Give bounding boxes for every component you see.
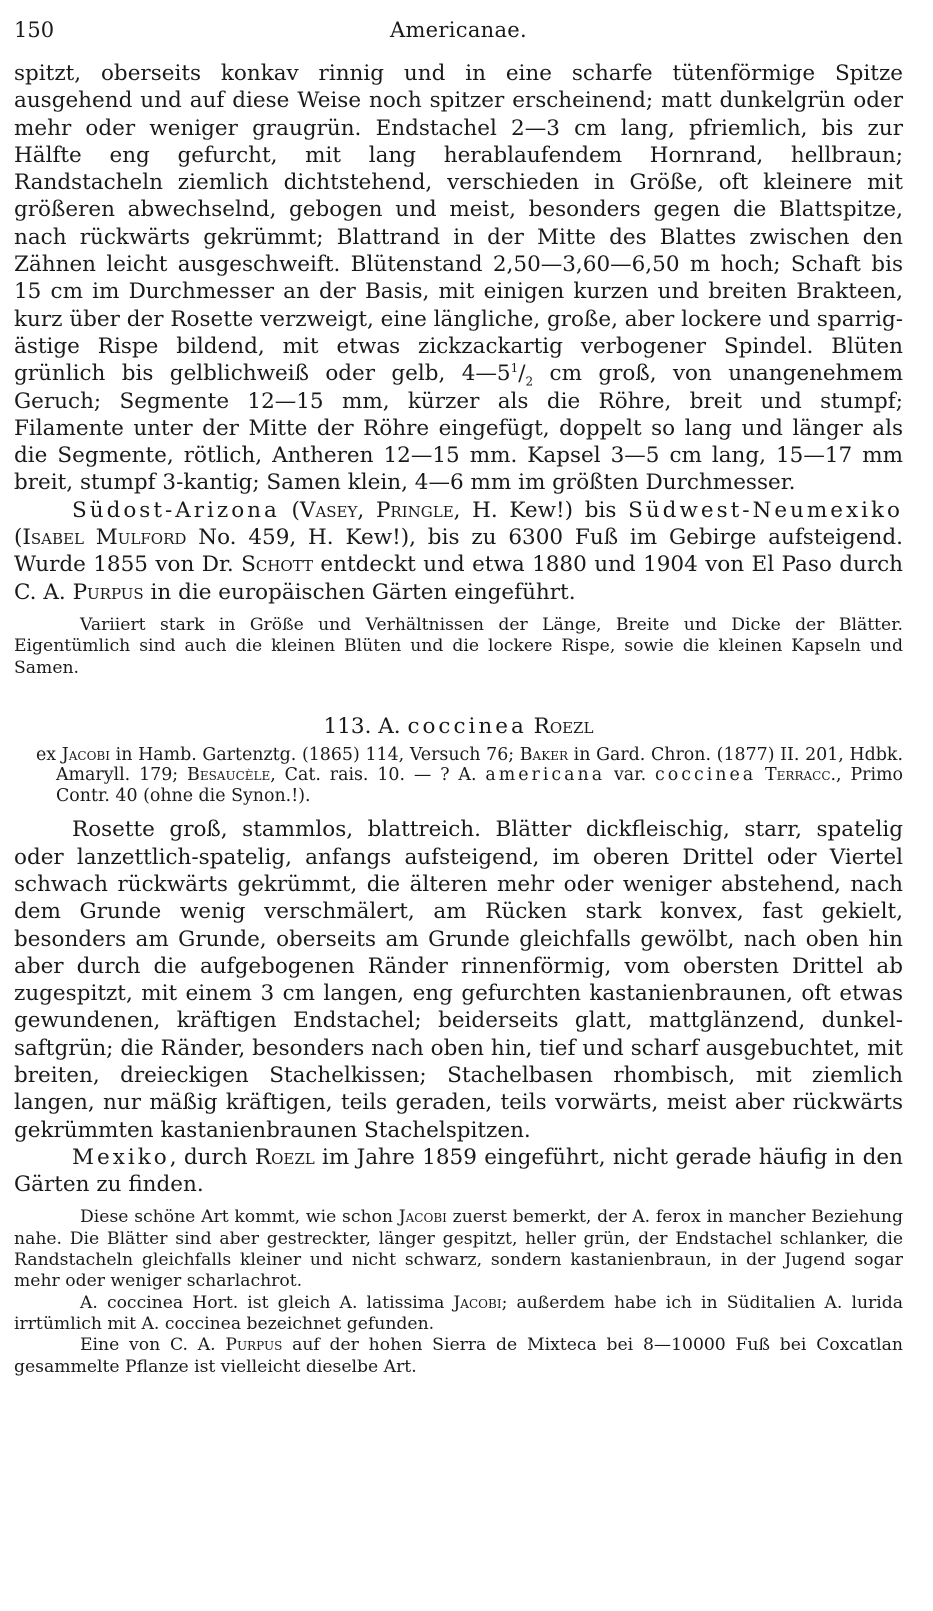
collector-name: Purpus <box>72 579 144 605</box>
purpus-note: Eine von C. A. Purpus auf der hohen Sierra de Mixteca bei 8—10000 Fuß bei Coxcatlan gesammelte Pflanze ist vielleicht dieselbe Art. <box>14 1335 903 1377</box>
collector-name: Schott <box>241 552 313 578</box>
species-author: Roezl <box>533 713 594 739</box>
distribution-paragraph: Mexiko, durch Roezl im Jahre 1859 eingeführt, nicht gerade häufig in den Gärten zu finden. <box>14 1144 903 1198</box>
page-number: 150 <box>14 18 55 42</box>
running-title: Americanae. <box>390 18 527 42</box>
region-name: Mexiko <box>72 1144 170 1170</box>
variation-note: Variiert stark in Größe und Verhältnissen der Länge, Breite und Dicke der Blätter. Eigentümlich sind auch die kleinen Blüten und die lockere Rispe, sowie die kleinen Kapseln und Samen. <box>14 614 903 678</box>
species-description: Rosette groß, stammlos, blattreich. Blätter dickfleischig, starr, spatelig oder lanzettlich-spatelig, anfangs aufsteigend, im oberen Drittel oder Viertel schwach rückwärts gekrümmt, die älteren mehr oder weniger abstehend, nach dem Grunde wenig verschmälert, am Rücken stark konvex, fast gekielt, besonders am Grunde, oberseits am Grunde gleichfalls gewölbt, nach oben hin aber durch die aufgebogenen Ränder rinnenförmig, vom obersten Drittel ab zugespitzt, mit einem 3 cm langen, eng gefurchten kastanienbraunen, oft etwas gewundenen, kräftigen Endstachel; beiderseits glatt, mattglänzend, dunkel-saftgrün; die Ränder, besonders nach oben hin, tief und scharf ausgebuchtet, mit breiten, dreieckigen Stachelkissen; Stachelbasen rhombisch, mit ziemlich langen, nur mäßig kräftigen, teils geraden, teils vorwärts, meist aber rückwärts gekrümmten kastanienbraunen Stachelspitzen. <box>14 817 903 1143</box>
collector-name: Roezl <box>254 1144 315 1170</box>
species-description-continued: spitzt, oberseits konkav rinnig und in eine scharfe tütenförmige Spitze ausgehend und auf diese Weise noch spitzer erscheinend; matt dunkelgrün oder mehr oder weniger graugrün. Endstachel 2—3 cm lang, pfriemlich, bis zur Hälfte eng gefurcht, mit lang herablaufendem Hornrand, hellbraun; Randstacheln ziemlich dichtstehend, verschieden in Größe, oft kleinere mit größeren abwechselnd, gebogen und meist, besonders gegen die Blattspitze, nach rückwärts gekrümmt; Blattrand in der Mitte des Blattes zwischen den Zähnen leicht ausgeschweift. Blütenstand 2,50—3,60—6,50 m hoch; Schaft bis 15 cm im Durchmesser an der Basis, mit einigen kurzen und breiten Brakteen, kurz über der Rosette verzweigt, eine längliche, große, aber lockere und sparrig-ästige Rispe bildend, mit etwas zickzackartig verbogener Spindel. Blüten grünlich bis gelblichweiß oder gelb, $4—5^1/_2$ cm groß, von unangenehmem Geruch; Segmente 12—15 mm, kürzer als die Röhre, breit und stumpf; Filamente unter der Mitte der Röhre eingefügt, doppelt so lang und länger als die Segmente, rötlich, Antheren 12—15 mm. Kapsel 3—5 cm lang, 15—17 mm breit, stumpf 3-kantig; Samen klein, 4—6 mm im größten Durchmesser. <box>14 61 903 496</box>
collector-name: Vasey <box>299 497 358 523</box>
hort-note: A. coccinea Hort. ist gleich A. latissima Jacobi; außerdem habe ich in Süditalien A. lurida irrtümlich mit A. coccinea bezeichnet gefunden. <box>14 1292 904 1334</box>
collector-name: Pringle <box>375 497 454 523</box>
comparison-note: Diese schöne Art kommt, wie schon Jacobi zuerst bemerkt, der A. ferox in mancher Beziehung nahe. Die Blätter sind aber gestreckter, länger gespitzt, heller grün, der Endstachel schlanker, die Randstacheln gleichfalls kleiner und nicht schwarz, sondern kastanienbraun, in der Jugend sogar mehr oder weniger scharlachrot. <box>14 1207 903 1292</box>
collector-name: Isabel Mulford <box>22 525 187 551</box>
distribution-paragraph: Südost-Arizona (Vasey, Pringle, H. Kew!) bis Südwest-Neumexiko (Isabel Mulford No. 459, H. Kew!), bis zu 6300 Fuß im Gebirge aufsteigend. Wurde 1855 von Dr. Schott entdeckt und etwa 1880 und 1904 von El Paso durch C. A. Purpus in die europäischen Gärten eingeführt. <box>14 497 903 605</box>
region-name: Südwest-Neumexiko <box>628 497 903 523</box>
synonymy-citation: ex Jacobi in Hamb. Gartenztg. (1865) 114, Versuch 76; Baker in Gard. Chron. (1877) II. 201, Hdbk. Amaryll. 179; Besaucèle, Cat. rais. 10. — ? A. americana var. coccinea Terracc., Primo Contr. 40 (ohne die Synon.!). <box>36 744 904 806</box>
page-header <box>14 14 903 60</box>
species-epithet: coccinea <box>407 713 527 739</box>
species-heading: 113. A. coccinea Roezl <box>323 713 594 739</box>
region-name: Südost-Arizona <box>72 497 280 523</box>
